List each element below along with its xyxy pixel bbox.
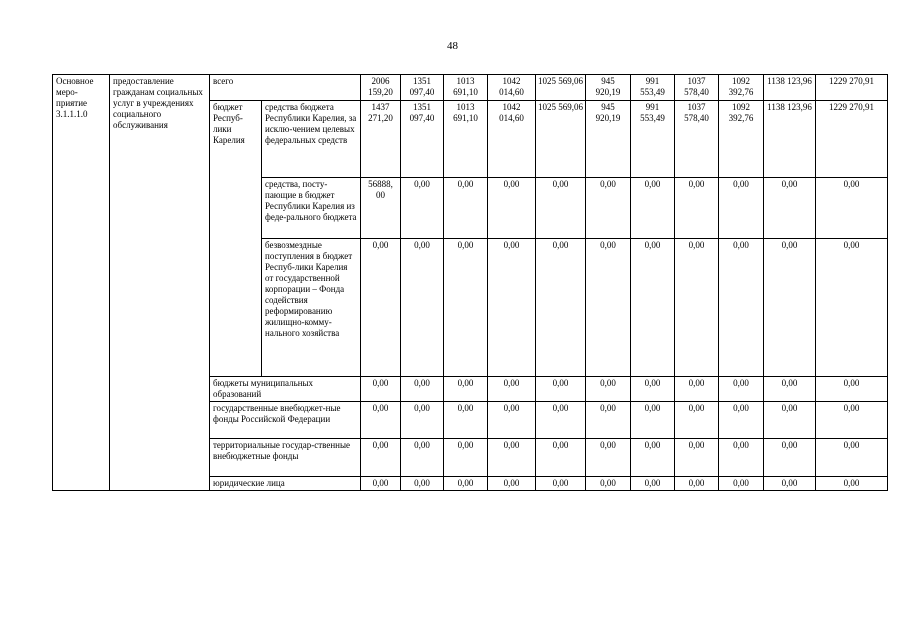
value-cell: 0,00 [586, 477, 631, 491]
value-cell: 0,00 [719, 402, 764, 439]
value-cell: 1351 097,40 [401, 75, 444, 101]
value-cell: 0,00 [719, 477, 764, 491]
legal-entities-label: юридические лица [210, 477, 361, 491]
value-cell: 0,00 [488, 377, 536, 402]
value-cell: 0,00 [444, 402, 488, 439]
value-cell: 0,00 [631, 377, 675, 402]
value-cell: 0,00 [816, 239, 888, 377]
value-cell: 0,00 [488, 178, 536, 239]
value-cell: 0,00 [719, 239, 764, 377]
value-cell: 0,00 [764, 377, 816, 402]
value-cell: 1437 271,20 [361, 101, 401, 178]
municipal-label: бюджеты муниципальных образований [210, 377, 361, 402]
value-cell: 0,00 [631, 239, 675, 377]
value-cell: 56888, 00 [361, 178, 401, 239]
value-cell: 945 920,19 [586, 75, 631, 101]
value-cell: 0,00 [816, 178, 888, 239]
value-cell: 0,00 [631, 178, 675, 239]
value-cell: 0,00 [719, 439, 764, 477]
value-cell: 1042 014,60 [488, 75, 536, 101]
value-cell: 0,00 [401, 439, 444, 477]
sub-own-funds-label: средства бюджета Республики Карелия, за исклю-чением целевых федеральных средств [262, 101, 361, 178]
value-cell: 0,00 [488, 239, 536, 377]
value-cell: 0,00 [536, 178, 586, 239]
value-cell: 0,00 [586, 377, 631, 402]
state-funds-label: государственные внебюджет-ные фонды Российской Федерации [210, 402, 361, 439]
value-cell: 0,00 [488, 402, 536, 439]
value-cell: 0,00 [719, 377, 764, 402]
row-total [53, 75, 888, 101]
value-cell: 1351 097,40 [401, 101, 444, 178]
budget-rk-label: бюджет Респуб-лики Карелия [210, 101, 262, 377]
financing-table [52, 74, 888, 491]
value-cell: 1092 392,76 [719, 75, 764, 101]
value-cell: 0,00 [488, 477, 536, 491]
value-cell: 0,00 [444, 239, 488, 377]
value-cell: 1025 569,06 [536, 101, 586, 178]
value-cell: 991 553,49 [631, 101, 675, 178]
value-cell: 0,00 [586, 439, 631, 477]
sub-federal-funds-label: средства, посту-пающие в бюджет Республики Карелия из феде-рального бюджета [262, 178, 361, 239]
value-cell: 0,00 [816, 477, 888, 491]
value-cell: 0,00 [361, 477, 401, 491]
value-cell: 0,00 [719, 178, 764, 239]
value-cell: 0,00 [764, 178, 816, 239]
value-cell: 0,00 [631, 439, 675, 477]
value-cell: 0,00 [361, 239, 401, 377]
description-cell: предоставление гражданам социальных услуг в учреждениях социального обслуживания [110, 75, 210, 491]
value-cell: 1025 569,06 [536, 75, 586, 101]
value-cell: 0,00 [401, 239, 444, 377]
value-cell: 1138 123,96 [764, 75, 816, 101]
value-cell: 0,00 [675, 477, 719, 491]
value-cell: 0,00 [764, 239, 816, 377]
value-cell: 0,00 [675, 402, 719, 439]
value-cell: 0,00 [816, 439, 888, 477]
value-cell: 1138 123,96 [764, 101, 816, 178]
value-cell: 2006 159,20 [361, 75, 401, 101]
value-cell: 0,00 [488, 439, 536, 477]
value-cell: 0,00 [631, 402, 675, 439]
value-cell: 1037 578,40 [675, 75, 719, 101]
value-cell: 0,00 [444, 439, 488, 477]
value-cell: 0,00 [631, 477, 675, 491]
value-cell: 0,00 [586, 402, 631, 439]
value-cell: 0,00 [675, 239, 719, 377]
value-cell: 0,00 [361, 439, 401, 477]
value-cell: 0,00 [586, 178, 631, 239]
value-cell: 0,00 [401, 477, 444, 491]
value-cell: 0,00 [401, 402, 444, 439]
value-cell: 0,00 [401, 178, 444, 239]
value-cell: 1229 270,91 [816, 101, 888, 178]
main-event-cell: Основное меро-приятие 3.1.1.1.0 [53, 75, 110, 491]
value-cell: 1229 270,91 [816, 75, 888, 101]
value-cell: 991 553,49 [631, 75, 675, 101]
value-cell: 0,00 [536, 439, 586, 477]
value-cell: 0,00 [816, 377, 888, 402]
total-label: всего [210, 75, 361, 101]
value-cell: 0,00 [444, 377, 488, 402]
value-cell: 0,00 [764, 439, 816, 477]
value-cell: 0,00 [586, 239, 631, 377]
value-cell: 0,00 [764, 402, 816, 439]
sub-fund-funds-label: безвозмездные поступления в бюджет Респуб-лики Карелия от государственной корпорации – Фонда содействия реформированию жилищно-комму-нального хозяйства [262, 239, 361, 377]
value-cell: 1092 392,76 [719, 101, 764, 178]
value-cell: 0,00 [816, 402, 888, 439]
value-cell: 1013 691,10 [444, 75, 488, 101]
page-number: 48 [447, 40, 458, 52]
value-cell: 945 920,19 [586, 101, 631, 178]
value-cell: 0,00 [361, 377, 401, 402]
value-cell: 0,00 [444, 178, 488, 239]
value-cell: 1042 014,60 [488, 101, 536, 178]
value-cell: 0,00 [536, 239, 586, 377]
value-cell: 0,00 [675, 439, 719, 477]
value-cell: 0,00 [536, 477, 586, 491]
value-cell: 0,00 [675, 377, 719, 402]
value-cell: 1037 578,40 [675, 101, 719, 178]
value-cell: 0,00 [401, 377, 444, 402]
value-cell: 1013 691,10 [444, 101, 488, 178]
value-cell: 0,00 [361, 402, 401, 439]
value-cell: 0,00 [444, 477, 488, 491]
value-cell: 0,00 [675, 178, 719, 239]
territorial-funds-label: территориальные государ-ственные внебюджетные фонды [210, 439, 361, 477]
value-cell: 0,00 [536, 402, 586, 439]
value-cell: 0,00 [764, 477, 816, 491]
value-cell: 0,00 [536, 377, 586, 402]
